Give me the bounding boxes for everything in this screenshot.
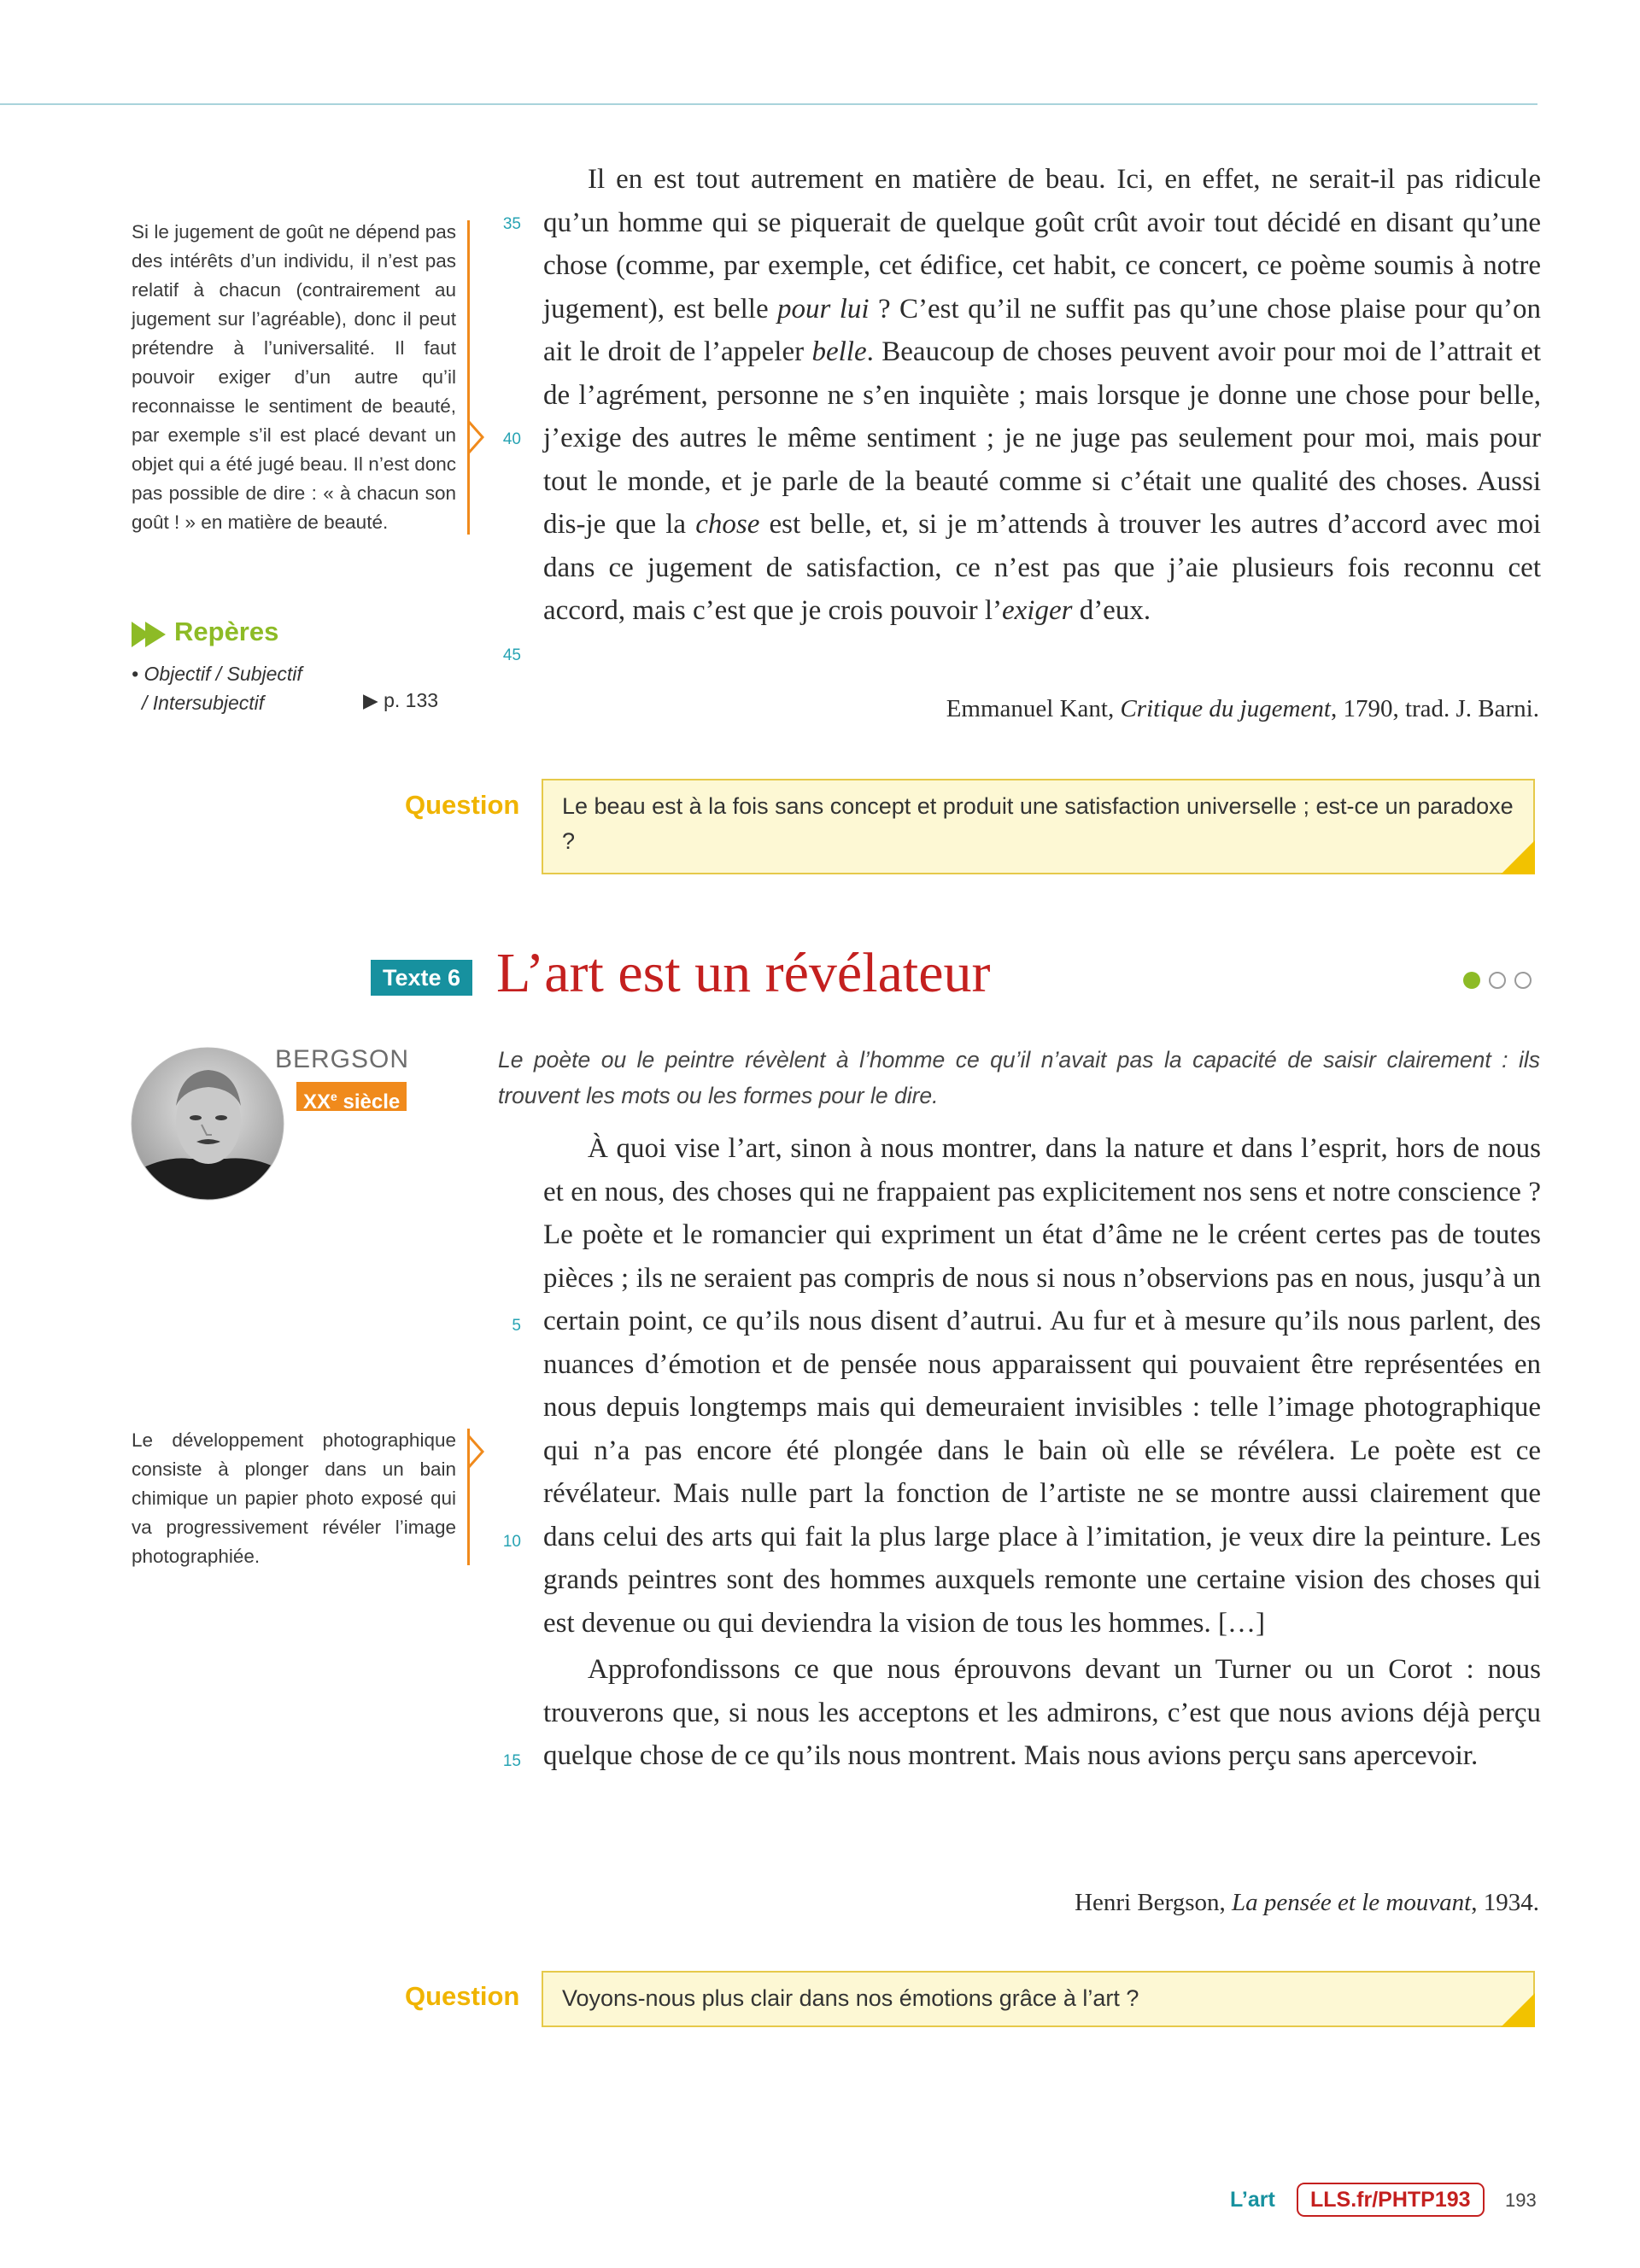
question-fold-corner <box>1501 840 1535 874</box>
question-label: Question <box>405 1981 520 2011</box>
author-name: BERGSON <box>275 1045 410 1073</box>
difficulty-dot-empty <box>1514 972 1532 989</box>
text5-citation: Emmanuel Kant, Critique du jugement, 1790, trad. J. Barni. <box>946 695 1539 722</box>
line-number: 10 <box>502 1533 521 1551</box>
chevron-right-icon <box>467 1435 486 1469</box>
question-box <box>542 1971 1535 2027</box>
reperes-page-link[interactable]: ▶ p. 133 <box>363 689 439 711</box>
text6-intro: Le poète ou le peintre révèlent à l’homme ce qu’il n’avait pas la capacité de saisir clairement : ils trouvent les mots ou les formes pour le dire. <box>498 1047 1540 1108</box>
line-number: 15 <box>502 1752 521 1770</box>
text5-body <box>543 158 1541 633</box>
page-number: 193 <box>1505 2189 1537 2211</box>
century-badge: XXe siècle <box>296 1082 407 1111</box>
reperes-arrow-icon <box>130 620 169 649</box>
line-number: 45 <box>502 646 521 664</box>
line-number: 35 <box>502 215 521 233</box>
text6-body <box>543 1127 1541 1778</box>
texte-title: L’art est un révélateur <box>496 942 991 1004</box>
question-fold-corner <box>1501 1993 1535 2027</box>
question-label: Question <box>405 790 520 820</box>
line-number: 5 <box>512 1317 521 1335</box>
difficulty-dot-empty <box>1489 972 1506 989</box>
text6-citation: Henri Bergson, La pensée et le mouvant, 1934. <box>1075 1889 1539 1916</box>
footer-section: L’art <box>1230 2188 1275 2212</box>
texte-badge: Texte 6 <box>371 960 472 996</box>
question-box <box>542 779 1535 874</box>
difficulty-dot-filled <box>1463 972 1480 989</box>
text6-sidenote: Le développement photographique consiste à plonger dans un bain chimique un papier photo exposé qui va progressivement révéler l’image photographiée. <box>132 1429 456 1567</box>
footer-link[interactable]: LLS.fr/PHTP193 <box>1297 2183 1485 2217</box>
author-portrait <box>130 1046 285 1201</box>
sidenote-bracket <box>467 220 470 535</box>
reperes-item-line2: / Intersubjectif <box>142 692 265 714</box>
text6-paragraph-2: Approfondissons ce que nous éprouvons devant un Turner ou un Corot : nous trouverons que, si nous les acceptons et les admirons, c’est que nous avions déjà perçu quelque chose de ce qu’ils nous montrent. Mais nous avions perçu sans apercevoir. <box>543 1654 1541 1771</box>
top-rule <box>0 103 1538 105</box>
chevron-right-icon <box>467 420 486 454</box>
reperes-item-line1: • Objectif / Subjectif <box>132 663 302 685</box>
question-text: Le beau est à la fois sans concept et produit une satisfaction universelle ; est-ce un paradoxe ? <box>562 793 1514 854</box>
text6-paragraph-1: À quoi vise l’art, sinon à nous montrer, dans la nature et dans l’esprit, hors de nous et en nous, des choses qui ne frappaient pas explicitement nos sens et notre conscience ? Le poète et le romancier qui expriment un état d’âme ne le créent certes pas de toutes pièces ; ils ne seraient pas compris de nous si nous n’observions pas en nous, jusqu’à un certain point, ce qu’ils nous disent d’autrui. Au fur et à mesure qu’ils nous parlent, des nuances d’émotion et de pensée nous apparaissent qui pouvaient être représentées en nous depuis longtemps mais qui demeuraient invisibles : telle l’image photographique qui n’a pas encore été plongée dans le bain où elle se révélera. Le poète est ce révélateur. Mais nulle part la fonction de l’artiste ne se montre aussi clairement que dans celui des arts qui fait la plus large place à l’imitation, je veux dire la peinture. Les grands peintres sont des hommes auxquels remonte une certaine vision des choses qui est devenue ou qui deviendra la vision de tous les hommes. […] <box>543 1133 1541 1639</box>
question-text: Voyons-nous plus clair dans nos émotions grâce à l’art ? <box>562 1985 1139 2011</box>
reperes-title: Repères <box>174 617 279 646</box>
line-number: 40 <box>502 430 521 448</box>
text5-paragraph: Il en est tout autrement en matière de beau. Ici, en effet, ne serait-il pas ridicule qu’un homme qui se piquerait de quelque goût crût avoir tout décidé en disant qu’une chose (comme, par exemple, cet édifice, cet habit, ce concert, ce poème soumis à notre jugement), est belle pour lui ? C’est qu’il ne suffit pas qu’une chose plaise pour qu’on ait le droit de l’appeler belle. Beaucoup de choses peuvent avoir pour moi de l’attrait et de l’agrément, personne ne s’en inquiète ; mais lorsque je donne une chose pour belle, j’exige des autres le même sentiment ; je ne juge pas seulement pour moi, mais pour tout le monde, et je parle de la beauté comme si c’était une qualité des choses. Aussi dis-je que la chose est belle, et, si je m’attends à trouver les autres d’accord avec moi dans ce jugement de satisfaction, ce n’est pas que j’aie plusieurs fois reconnu cet accord, mais c’est que je crois pouvoir l’exiger d’eux. <box>543 164 1542 626</box>
text5-sidenote: Si le jugement de goût ne dépend pas des intérêts d’un individu, il n’est pas relatif à chacun (contrairement au jugement sur l’agréable), donc il peut prétendre à l’universalité. Il faut pouvoir exiger d’un autre qu’il reconnaisse le sentiment de beauté, par exemple s’il est placé devant un objet qui a été jugé beau. Il n’est donc pas possible de dire : « à chacun son goût ! » en matière de beauté. <box>132 221 456 533</box>
